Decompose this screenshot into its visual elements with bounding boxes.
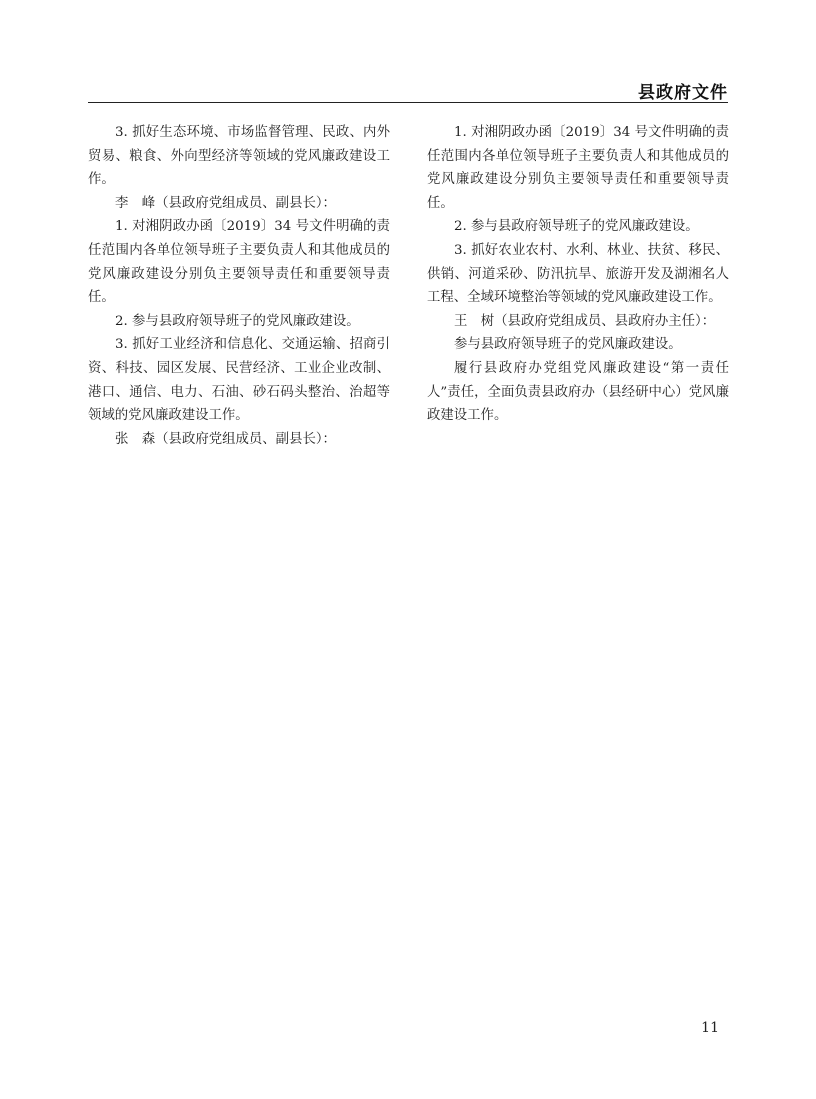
page-number: 11 bbox=[701, 1020, 719, 1036]
header-divider bbox=[88, 102, 728, 103]
left-paragraph-4: 2. 参与县政府领导班子的党风廉政建设。 bbox=[115, 313, 360, 329]
right-paragraph-5: 参与县政府领导班子的党风廉政建设。 bbox=[454, 337, 682, 353]
left-paragraph-3: 1. 对湘阴政办函〔2019〕34 号文件明确的责任范围内各单位领导班子主要负责人和其他成员的党风廉政建设分别负主要领导责任和重要领导责任。 bbox=[88, 219, 390, 306]
right-paragraph-3: 3. 抓好农业农村、水利、林业、扶贫、移民、供销、河道采砂、防汛抗旱、旅游开发及湖湘名人工程、全域环境整治等领域的党风廉政建设工作。 bbox=[427, 242, 729, 306]
running-header-title: 县政府文件 bbox=[638, 83, 728, 103]
left-paragraph-6-official-name: 张 森（县政府党组成员、副县长）： bbox=[115, 431, 336, 447]
left-paragraph-5: 3. 抓好工业经济和信息化、交通运输、招商引资、科技、园区发展、民营经济、工业企业改制、港口、通信、电力、石油、砂石码头整治、治超等领域的党风廉政建设工作。 bbox=[88, 337, 390, 424]
left-paragraph-2-official-name: 李 峰（县政府党组成员、副县长）： bbox=[115, 195, 336, 211]
right-paragraph-1: 1. 对湘阴政办函〔2019〕34 号文件明确的责任范围内各单位领导班子主要负责人和其他成员的党风廉政建设分别负主要领导责任和重要领导责任。 bbox=[427, 125, 729, 211]
left-paragraph-1: 3. 抓好生态环境、市场监督管理、民政、内外贸易、粮食、外向型经济等领域的党风廉政建设工作。 bbox=[88, 125, 390, 188]
right-paragraph-2: 2. 参与县政府领导班子的党风廉政建设。 bbox=[454, 219, 699, 235]
left-column bbox=[88, 121, 390, 451]
right-paragraph-6: 履行县政府办党组党风廉政建设“第一责任人”责任，全面负责县政府办（县经研中心）党风廉政建设工作。 bbox=[427, 360, 729, 424]
right-paragraph-4-official-name: 王 树（县政府党组成员、县政府办主任）： bbox=[454, 313, 716, 329]
right-column bbox=[427, 121, 729, 428]
